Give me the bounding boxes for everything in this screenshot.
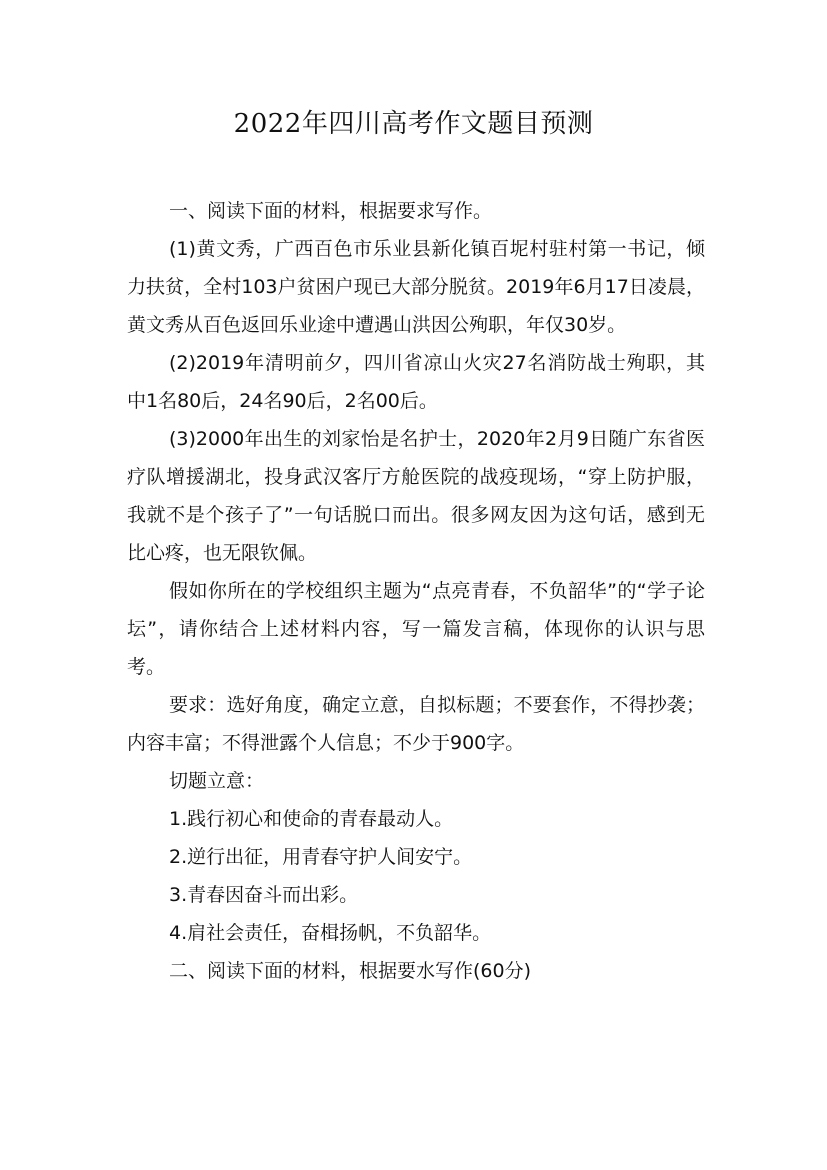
- paragraph-theme-four: 4.肩社会责任，奋楫扬帆，不负韶华。: [169, 922, 492, 944]
- paragraph-task: 假如你所在的学校组织主题为“点亮青春，不负韶华”的“学子论坛”，请你结合上述材料内容，写一篇发言稿，体现你的认识与思考。: [127, 580, 705, 678]
- paragraph-material-two: (2)2019年清明前夕，四川省凉山火灾27名消防战士殉职，其中1名80后，24名90后，2名00后。: [127, 352, 705, 412]
- paragraph-section-one-heading: 一、阅读下面的材料，根据要求写作。: [169, 200, 493, 222]
- paragraph-section-two-heading: 二、阅读下面的材料，根据要水写作(60分): [169, 960, 532, 982]
- paragraph-theme-three: 3.青春因奋斗而出彩。: [169, 884, 359, 906]
- paragraph-material-three: (3)2000年出生的刘家怡是名护士，2020年2月9日随广东省医疗队增援湖北，投身武汉客厅方舱医院的战疫现场，“穿上防护服，我就不是个孩子了”一句话脱口而出。很多网友因为这句话，感到无比心疼，也无限钦佩。: [127, 428, 705, 564]
- paragraph-theme-heading: 切题立意：: [169, 770, 265, 792]
- paragraph-theme-two: 2.逆行出征，用青春守护人间安宁。: [169, 846, 473, 868]
- paragraph-requirements: 要求：选好角度，确定立意，自拟标题；不要套作，不得抄袭；内容丰富；不得泄露个人信息；不少于900字。: [127, 694, 705, 754]
- document-body: [127, 192, 705, 990]
- paragraph-theme-one: 1.践行初心和使命的青春最动人。: [169, 808, 454, 830]
- document-title: 2022年四川高考作文题目预测: [233, 109, 594, 139]
- paragraph-material-one: (1)黄文秀，广西百色市乐业县新化镇百坭村驻村第一书记，倾力扶贫，全村103户贫困户现已大部分脱贫。2019年6月17日凌晨，黄文秀从百色返回乐业途中遭遇山洪因公殉职，年仅30岁。: [127, 238, 705, 336]
